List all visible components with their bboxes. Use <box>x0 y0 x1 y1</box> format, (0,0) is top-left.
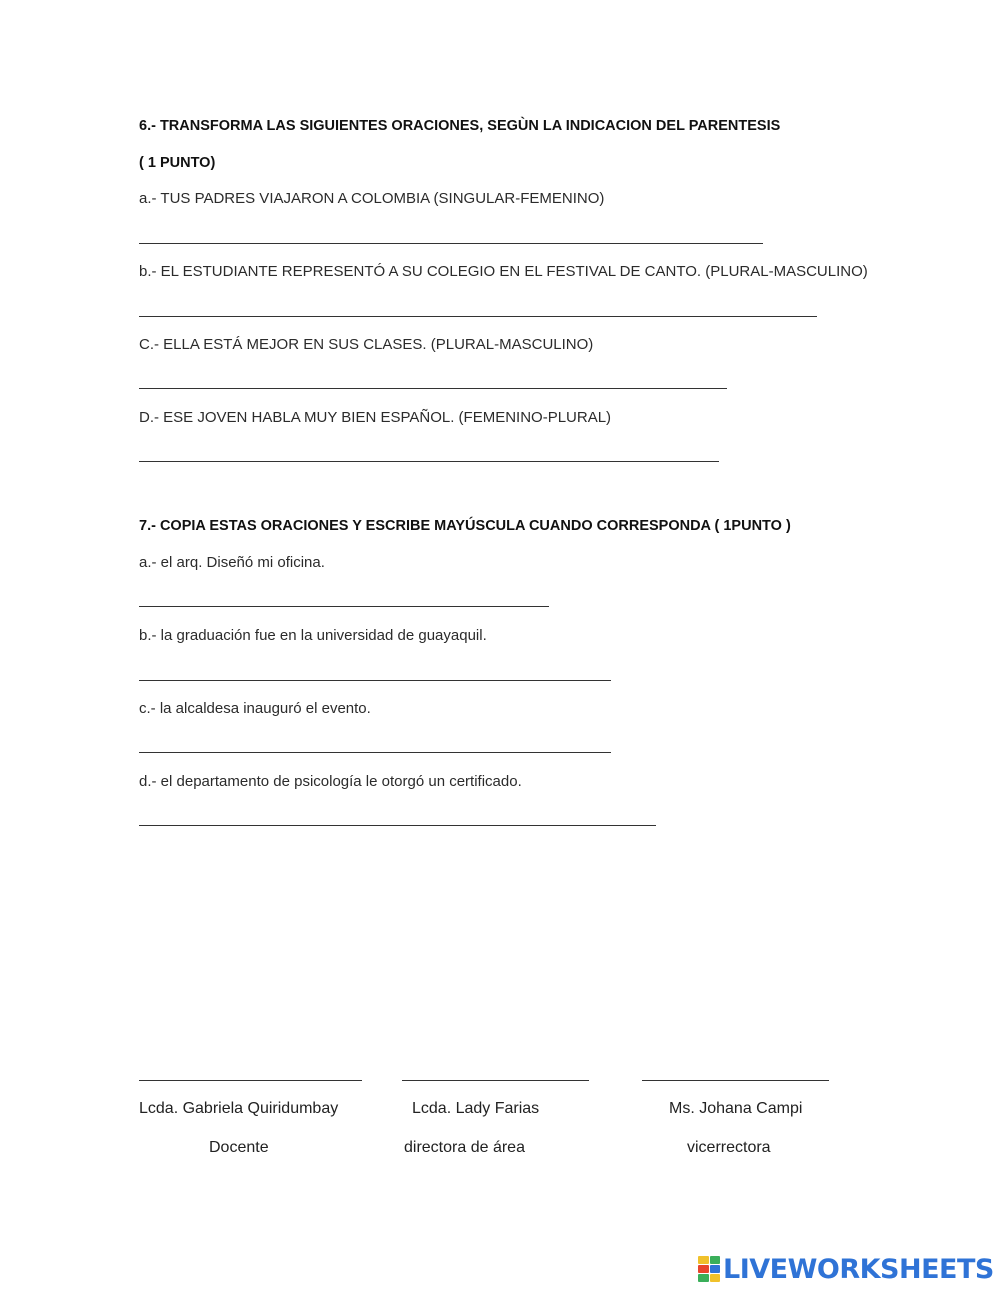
section-7-item-c: c.- la alcaldesa inauguró el evento. <box>139 700 371 717</box>
section-7-item-b: b.- la graduación fue en la universidad de guayaquil. <box>139 627 487 644</box>
signature-line-docente <box>139 1080 362 1081</box>
answer-line-6a[interactable] <box>139 243 763 244</box>
section-6-item-a: a.- TUS PADRES VIAJARON A COLOMBIA (SINGULAR-FEMENINO) <box>139 190 605 207</box>
signature-role-directora: directora de área <box>404 1139 525 1156</box>
signature-line-directora <box>402 1080 589 1081</box>
answer-line-6c[interactable] <box>139 388 727 389</box>
signature-role-vicerrectora: vicerrectora <box>687 1139 771 1156</box>
section-6-points: ( 1 PUNTO) <box>139 155 216 171</box>
signature-name-docente: Lcda. Gabriela Quiridumbay <box>139 1100 339 1117</box>
answer-line-7c[interactable] <box>139 752 611 753</box>
liveworksheets-brand <box>698 1254 994 1284</box>
liveworksheets-wordmark: LIVEWORKSHEETS <box>723 1253 994 1285</box>
section-6-title: 6.- TRANSFORMA LAS SIGUIENTES ORACIONES, SEGÙN LA INDICACION DEL PARENTESIS <box>139 118 781 134</box>
section-7-item-a: a.- el arq. Diseñó mi oficina. <box>139 554 325 571</box>
liveworksheets-logo-icon <box>698 1256 720 1282</box>
section-6-item-c: C.- ELLA ESTÁ MEJOR EN SUS CLASES. (PLURAL-MASCULINO) <box>139 336 594 353</box>
section-6-item-b: b.- EL ESTUDIANTE REPRESENTÓ A SU COLEGIO EN EL FESTIVAL DE CANTO. (PLURAL-MASCULINO) <box>139 263 868 280</box>
answer-line-7b[interactable] <box>139 680 611 681</box>
section-6-item-d: D.- ESE JOVEN HABLA MUY BIEN ESPAÑOL. (FEMENINO-PLURAL) <box>139 409 612 426</box>
answer-line-6b[interactable] <box>139 316 817 317</box>
section-7-item-d: d.- el departamento de psicología le otorgó un certificado. <box>139 773 522 790</box>
answer-line-6d[interactable] <box>139 461 719 462</box>
signature-name-vicerrectora: Ms. Johana Campi <box>669 1100 803 1117</box>
section-7-title: 7.- COPIA ESTAS ORACIONES Y ESCRIBE MAYÚSCULA CUANDO CORRESPONDA ( 1PUNTO ) <box>139 518 791 534</box>
answer-line-7d[interactable] <box>139 825 656 826</box>
signature-line-vicerrectora <box>642 1080 829 1081</box>
signature-role-docente: Docente <box>209 1139 269 1156</box>
signature-name-directora: Lcda. Lady Farias <box>412 1100 540 1117</box>
answer-line-7a[interactable] <box>139 606 549 607</box>
